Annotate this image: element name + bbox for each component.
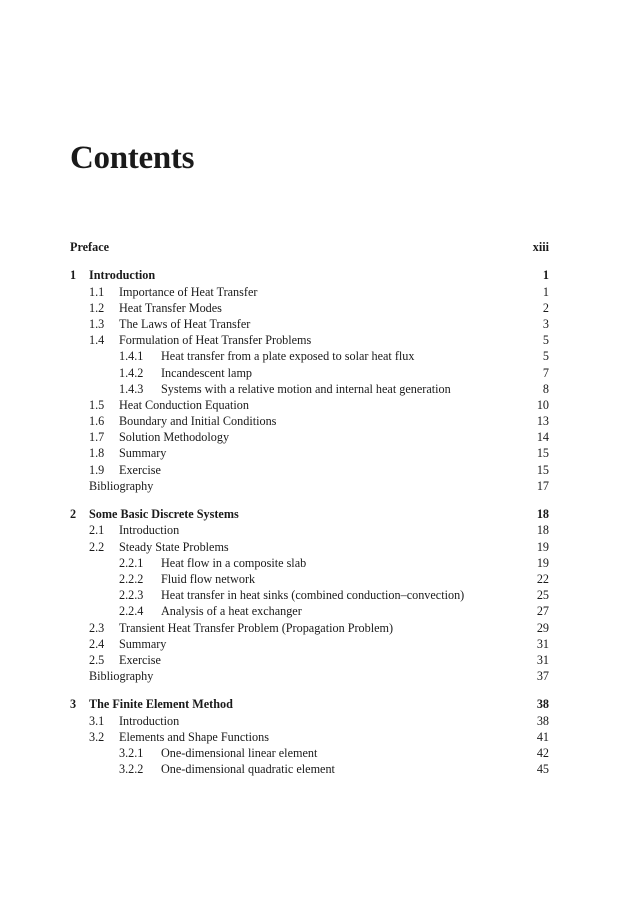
toc-entry-title: One-dimensional linear element — [161, 745, 323, 761]
toc-entry-page: 31 — [533, 636, 549, 652]
toc-entry[interactable] — [70, 284, 549, 300]
toc-entry[interactable] — [70, 413, 549, 429]
toc-entry-number: 1.4.1 — [119, 349, 144, 364]
toc-entry[interactable] — [70, 603, 549, 619]
toc-entry-page: xiii — [529, 239, 549, 255]
toc-entry-number: 2.2.4 — [119, 604, 144, 619]
toc-entry-title: Bibliography — [89, 478, 159, 494]
toc-entry-title: Solution Methodology — [119, 429, 235, 445]
toc-entry[interactable] — [70, 445, 549, 461]
toc-chapter-entry[interactable] — [70, 506, 549, 522]
toc-entry-page: 17 — [533, 478, 549, 494]
toc-entry-page: 19 — [533, 555, 549, 571]
toc-entry-title: Heat transfer in heat sinks (combined conduction–convection) — [161, 587, 470, 603]
toc-entry-page: 27 — [533, 603, 549, 619]
toc-entry-number: 1.5 — [89, 397, 105, 412]
toc-entry-page: 41 — [533, 729, 549, 745]
toc-entry[interactable] — [70, 571, 549, 587]
toc-entry-title: Systems with a relative motion and internal heat generation — [161, 381, 457, 397]
toc-entry[interactable] — [70, 365, 549, 381]
toc-entry[interactable] — [70, 381, 549, 397]
toc-entry-page: 25 — [533, 587, 549, 603]
toc-entry-title: Heat Conduction Equation — [119, 397, 255, 413]
toc-entry-page: 5 — [539, 332, 549, 348]
toc-entry-title: One-dimensional quadratic element — [161, 761, 341, 777]
toc-chapter-entry[interactable] — [70, 267, 549, 283]
page-title: Contents — [70, 140, 195, 176]
toc-entry[interactable] — [70, 539, 549, 555]
toc-entry-number: 3.2.2 — [119, 762, 144, 777]
toc-entry-number: 3.1 — [89, 713, 105, 728]
toc-chapter-entry[interactable] — [70, 239, 549, 255]
toc-entry[interactable] — [70, 652, 549, 668]
toc-entry[interactable] — [70, 668, 549, 684]
toc-entry-page: 18 — [533, 506, 549, 522]
toc-entry-title: Steady State Problems — [119, 539, 235, 555]
toc-entry-title: The Laws of Heat Transfer — [119, 316, 256, 332]
toc-entry-number: 1.4.3 — [119, 381, 144, 396]
toc-entry[interactable] — [70, 478, 549, 494]
toc-entry-title: The Finite Element Method — [89, 696, 239, 712]
toc-entry-title: Transient Heat Transfer Problem (Propagation Problem) — [119, 620, 399, 636]
toc-entry-number: 1.6 — [89, 414, 105, 429]
toc-entry-title: Heat transfer from a plate exposed to solar heat flux — [161, 348, 420, 364]
toc-entry-title: Some Basic Discrete Systems — [89, 506, 245, 522]
toc-entry-page: 38 — [533, 696, 549, 712]
toc-entry-page: 3 — [539, 316, 549, 332]
toc-entry-number: 2.4 — [89, 636, 105, 651]
toc-entry-number: 2.2.2 — [119, 571, 144, 586]
toc-entry[interactable] — [70, 636, 549, 652]
toc-entry-number: 1.4.2 — [119, 365, 144, 380]
toc-entry-title: Elements and Shape Functions — [119, 729, 275, 745]
toc-entry-title: Bibliography — [89, 668, 159, 684]
toc-entry-page: 7 — [539, 365, 549, 381]
toc-entry-title: Introduction — [89, 267, 161, 283]
toc-entry-title: Preface — [70, 239, 115, 255]
toc-entry-title: Exercise — [119, 652, 167, 668]
toc-entry[interactable] — [70, 429, 549, 445]
toc-entry-page: 22 — [533, 571, 549, 587]
toc-entry-page: 18 — [533, 522, 549, 538]
toc-entry[interactable] — [70, 555, 549, 571]
toc-entry-page: 14 — [533, 429, 549, 445]
toc-entry-number: 2 — [70, 507, 77, 522]
toc-entry-page: 5 — [539, 348, 549, 364]
toc-entry-title: Heat flow in a composite slab — [161, 555, 312, 571]
toc-entry[interactable] — [70, 522, 549, 538]
toc-entry-title: Fluid flow network — [161, 571, 261, 587]
toc-entry-number: 1.1 — [89, 284, 105, 299]
toc-entry-title: Summary — [119, 445, 172, 461]
toc-entry-page: 10 — [533, 397, 549, 413]
toc-entry[interactable] — [70, 729, 549, 745]
toc-entry[interactable] — [70, 620, 549, 636]
toc-entry-title: Exercise — [119, 462, 167, 478]
toc-entry-number: 3.2 — [89, 729, 105, 744]
toc-entry-page: 1 — [539, 284, 549, 300]
toc-entry-number: 3.2.1 — [119, 746, 144, 760]
toc-entry[interactable] — [70, 397, 549, 413]
toc-entry[interactable] — [70, 316, 549, 332]
toc-entry-page: 15 — [533, 445, 549, 461]
toc-entry-page: 1 — [539, 267, 549, 283]
toc-entry-number: 2.2 — [89, 539, 105, 554]
toc-entry-number: 1.2 — [89, 300, 105, 315]
toc-entry-page: 13 — [533, 413, 549, 429]
toc-entry-page: 19 — [533, 539, 549, 555]
toc-entry-page: 37 — [533, 668, 549, 684]
toc-entry[interactable] — [70, 332, 549, 348]
toc-entry-page: 45 — [533, 761, 549, 777]
toc-entry[interactable] — [70, 348, 549, 364]
toc-entry-page: 42 — [533, 745, 549, 761]
toc-entry-number: 1.3 — [89, 316, 105, 331]
toc-entry-number: 1.9 — [89, 462, 105, 477]
toc-entry-title: Analysis of a heat exchanger — [161, 603, 308, 619]
toc-entry[interactable] — [70, 713, 549, 729]
toc-entry-page: 2 — [539, 300, 549, 316]
toc-entry-title: Introduction — [119, 522, 185, 538]
toc-entry-number: 1.4 — [89, 333, 105, 348]
toc-entry[interactable] — [70, 300, 549, 316]
toc-entry-title: Importance of Heat Transfer — [119, 284, 263, 300]
toc-entry-page: 15 — [533, 462, 549, 478]
toc-entry-number: 2.2.3 — [119, 588, 144, 603]
toc-entry[interactable] — [70, 745, 549, 761]
toc-entry-title: Formulation of Heat Transfer Problems — [119, 332, 317, 348]
toc-entry-page: 31 — [533, 652, 549, 668]
toc-entry-page: 38 — [533, 713, 549, 729]
toc-entry-number: 1.8 — [89, 446, 105, 461]
toc-entry-number: 2.3 — [89, 620, 105, 635]
toc-entry-title: Summary — [119, 636, 172, 652]
table-of-contents — [70, 239, 549, 777]
toc-entry-page: 8 — [539, 381, 549, 397]
toc-entry-number: 2.2.1 — [119, 555, 144, 570]
toc-entry-title: Boundary and Initial Conditions — [119, 413, 282, 429]
toc-entry-page: 29 — [533, 620, 549, 636]
toc-chapter-entry[interactable] — [70, 696, 549, 712]
toc-entry-number: 2.1 — [89, 523, 105, 538]
toc-entry-number: 2.5 — [89, 652, 105, 667]
toc-entry[interactable] — [70, 462, 549, 478]
toc-entry-number: 1 — [70, 268, 77, 283]
toc-entry-title: Incandescent lamp — [161, 365, 258, 381]
toc-entry[interactable] — [70, 587, 549, 603]
toc-entry-number: 1.7 — [89, 430, 105, 445]
toc-entry[interactable] — [70, 761, 549, 777]
toc-entry-number: 3 — [70, 697, 77, 712]
toc-entry-title: Introduction — [119, 713, 185, 729]
toc-entry-title: Heat Transfer Modes — [119, 300, 228, 316]
